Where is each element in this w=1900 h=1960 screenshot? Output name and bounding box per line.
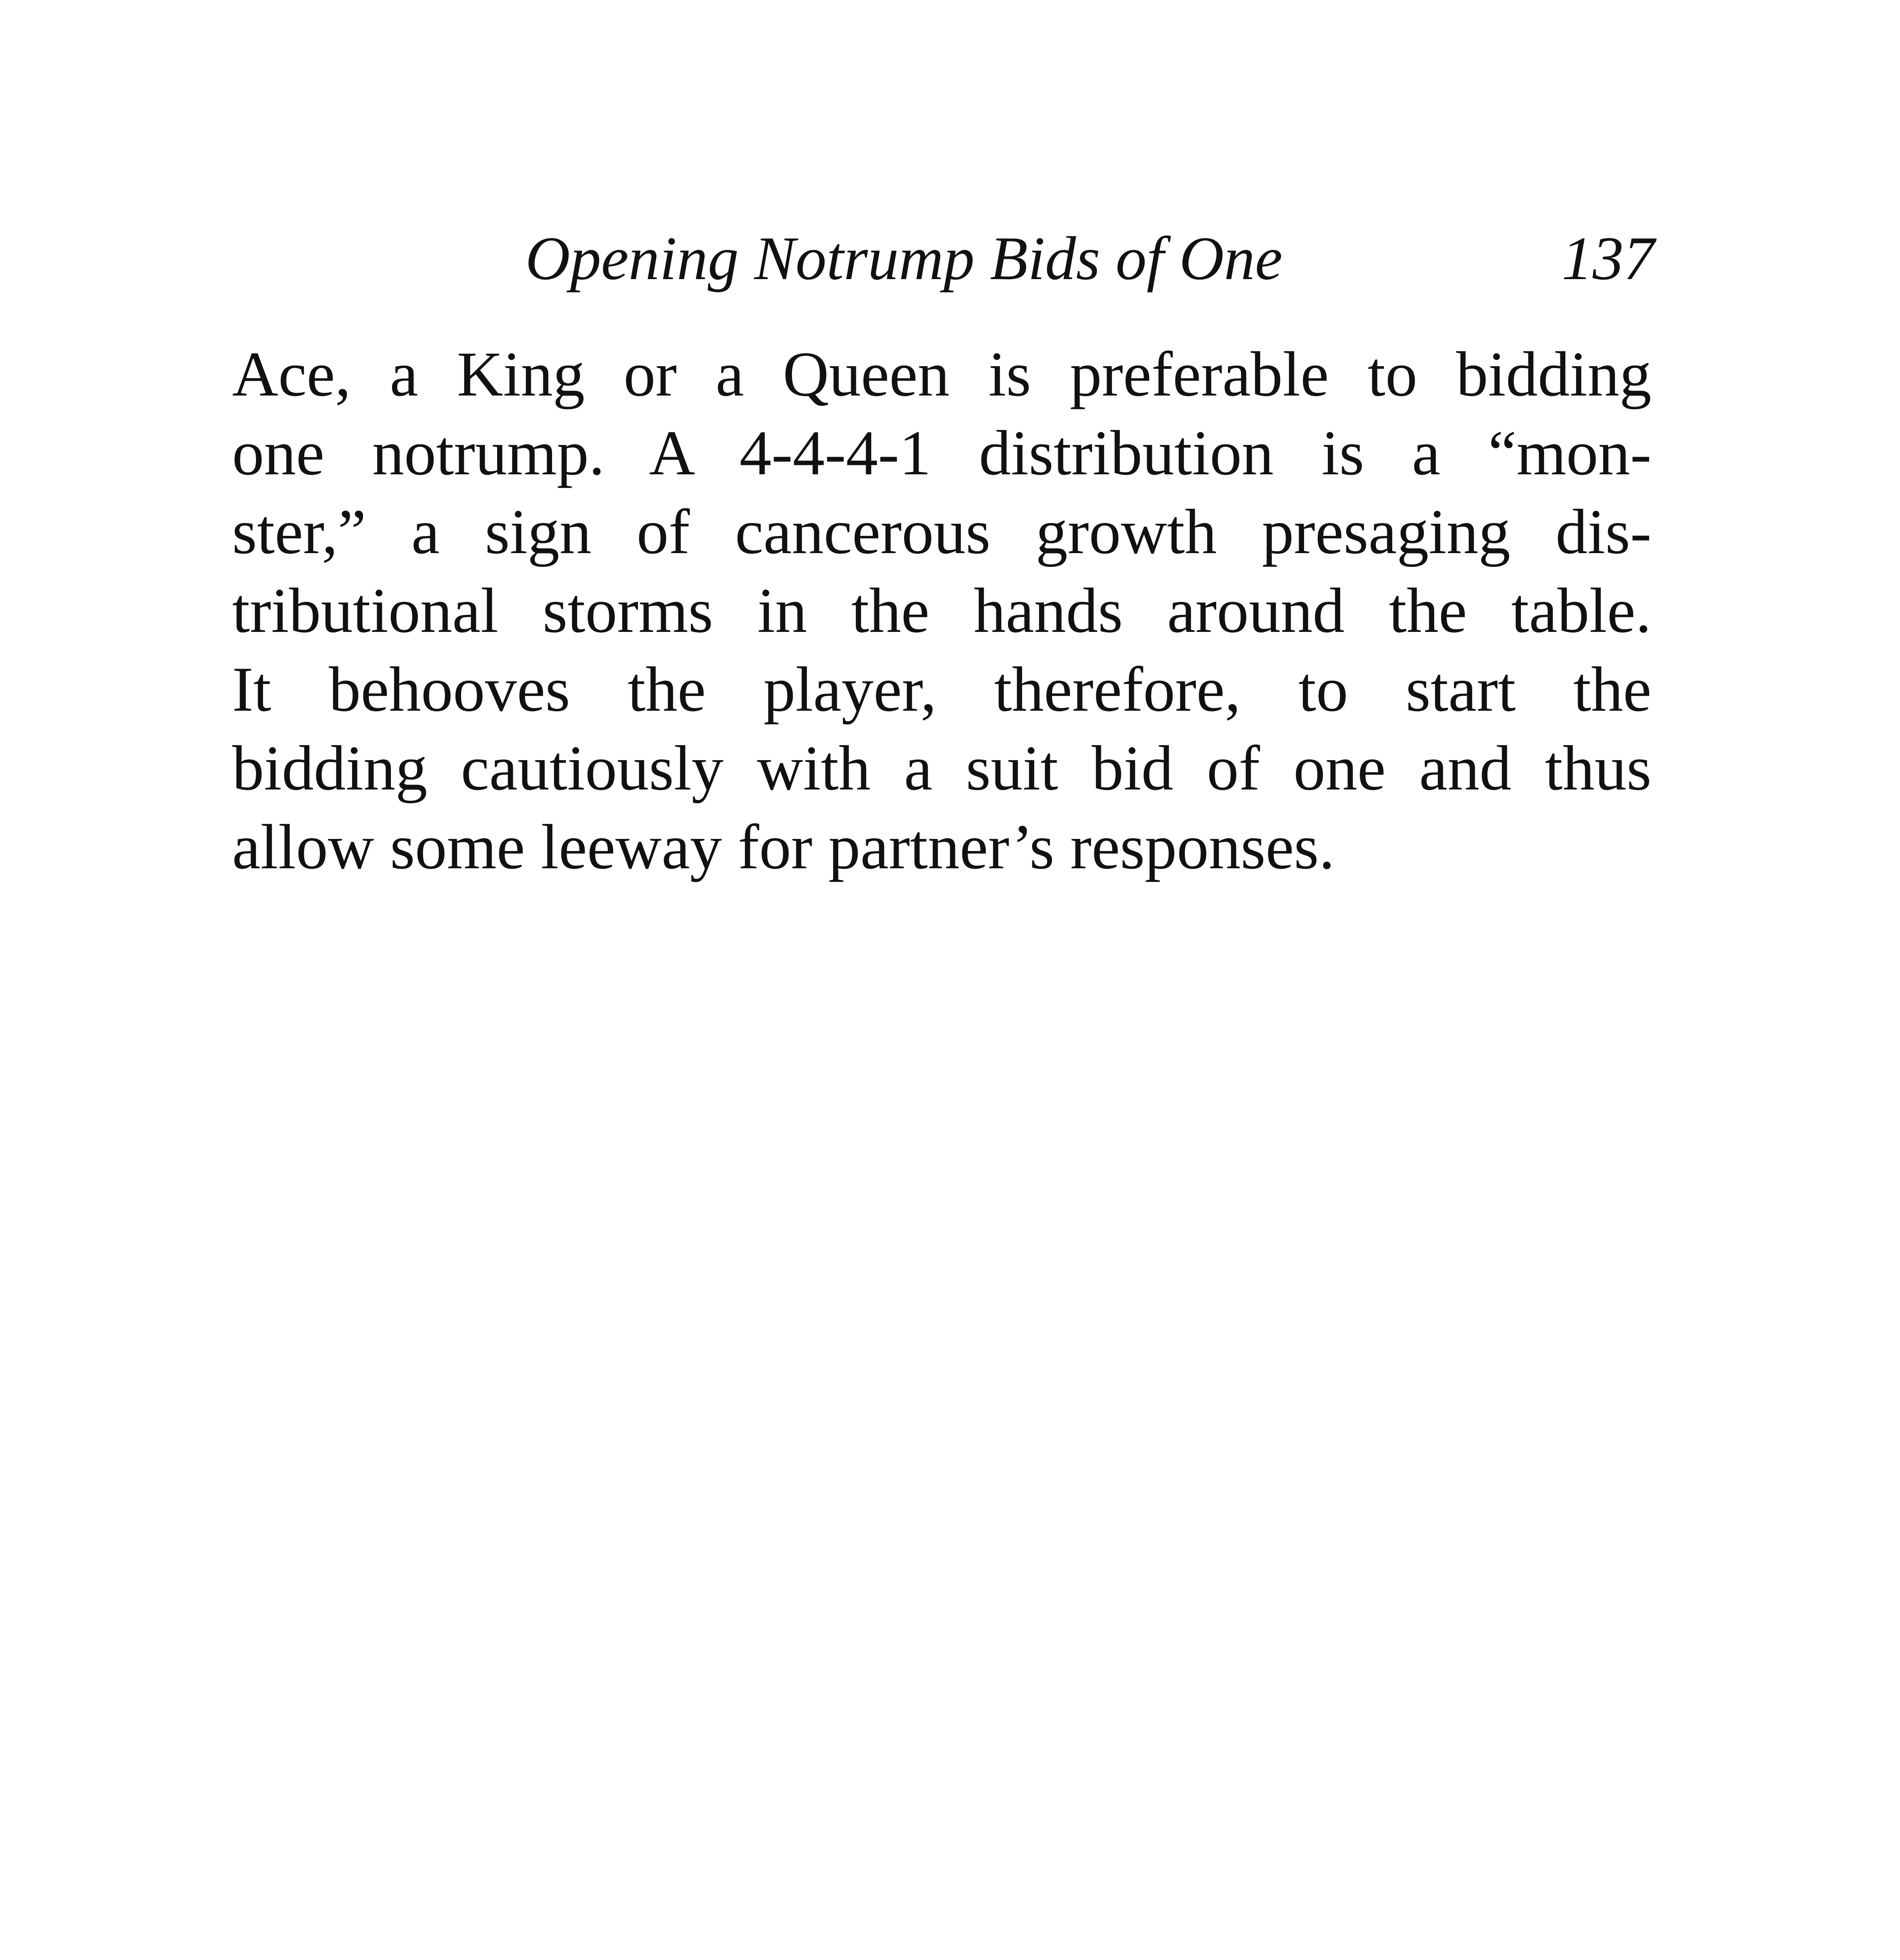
text-line: It behooves the player, therefore, to start the	[232, 654, 1651, 725]
text-line: tributional storms in the hands around the table.	[232, 575, 1651, 646]
text-line: Ace, a King or a Queen is preferable to bidding	[232, 339, 1651, 410]
text-line: bidding cautiously with a suit bid of one and thus	[232, 733, 1651, 804]
text-line: ster,” a sign of cancerous growth presaging dis-	[232, 497, 1651, 567]
running-head	[525, 220, 1655, 298]
text-line: one notrump. A 4-4-4-1 distribution is a “mon-	[232, 418, 1651, 488]
text-line: allow some leeway for partner’s responses.	[232, 812, 1335, 882]
body-paragraph	[232, 335, 1651, 887]
page-number: 137	[1562, 224, 1655, 293]
running-title: Opening Notrump Bids of One	[525, 224, 1283, 293]
